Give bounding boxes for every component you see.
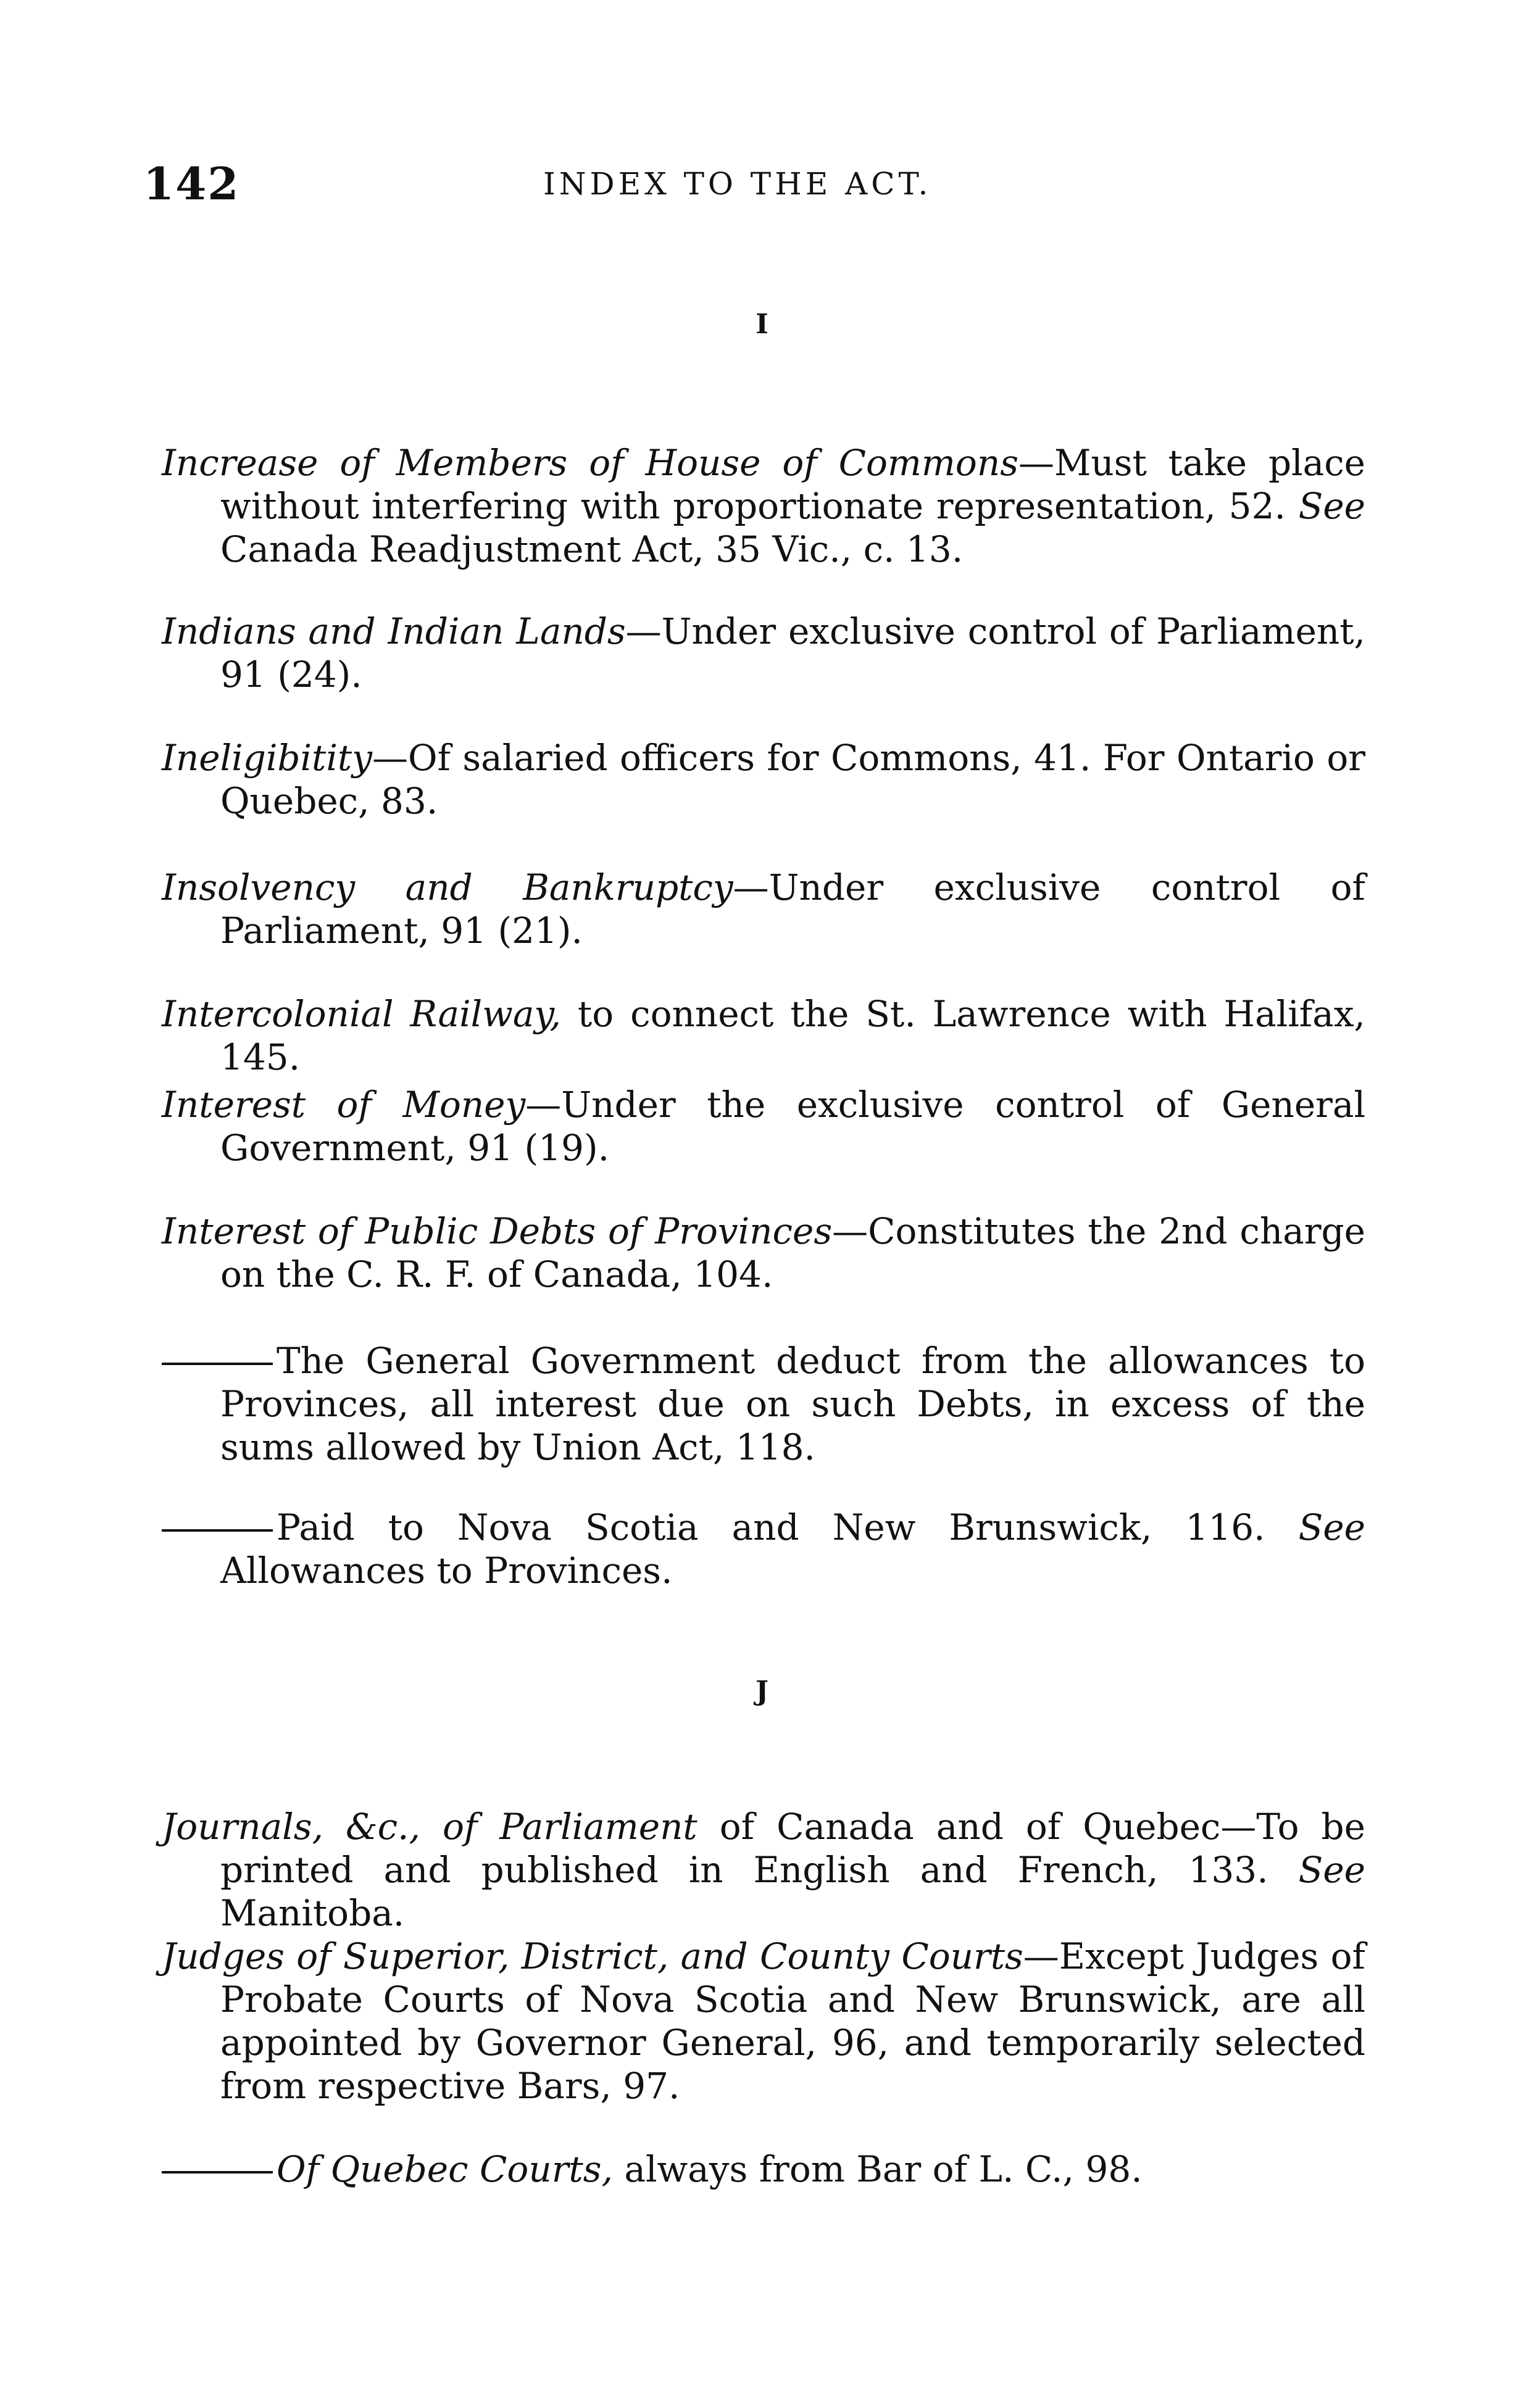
index-entry-increase [162,441,1365,571]
page-header [143,157,1378,210]
entry-text: to connect the St. Lawrence with Halifax, 145. [220,993,1365,1078]
entry-text: —Must take place without interfering with proportionate representation, 52. [220,442,1366,527]
see-reference: See [1298,1506,1365,1548]
section-letter-j: J [756,1675,768,1707]
index-entry-intercolonial [162,992,1365,1079]
entry-text-after: Allowances to Provinces. [220,1550,673,1592]
entry-text: —Of salaried officers for Commons, 41. For Ontario or Quebec, 83. [220,737,1365,822]
index-entry-interest-money [162,1083,1365,1169]
entry-text: The General Government deduct from the allowances to Provinces, all interest due on such Debts, in excess of the sums allowed by Union Act, 118. [220,1340,1365,1468]
index-subentry-paid [162,1506,1365,1592]
entry-heading: Intercolonial Railway, [162,993,561,1035]
ditto-dash [162,1363,273,1365]
index-subentry-deduct [162,1339,1365,1469]
ditto-dash [162,2171,273,2173]
index-entry-interest-debts [162,1210,1365,1296]
index-entry-insolvency [162,866,1365,952]
entry-text: —Constitutes the 2nd charge on the C. R. F. of Canada, 104. [220,1210,1365,1295]
entry-text-after: Manitoba. [220,1892,405,1934]
index-entry-journals [162,1805,1365,1935]
entry-heading: Indians and Indian Lands [162,610,626,652]
entry-text: —Except Judges of Probate Courts of Nova Scotia and New Brunswick, are all appointed by Governor General, 96, and temporarily selected from respective Bars, 97. [220,1935,1365,2107]
entry-heading: Of Quebec Courts, [277,2148,613,2190]
entry-heading: Interest of Public Debts of Provinces [162,1210,833,1252]
entry-text: —Under the exclusive control of General Government, 91 (19). [220,1084,1366,1169]
entry-text: —Under exclusive control of Parliament, 91 (24). [220,610,1365,695]
entry-text: Paid to Nova Scotia and New Brunswick, 116. [277,1506,1299,1548]
index-subentry-quebec-courts [162,2148,1365,2191]
see-reference: See [1298,1849,1365,1891]
index-entry-judges [162,1935,1365,2107]
entry-heading: Ineligibitity [162,737,372,779]
page-number: 142 [143,157,240,210]
entry-text-after: Canada Readjustment Act, 35 Vic., c. 13. [220,528,964,570]
entry-heading: Interest of Money [162,1084,526,1126]
section-letter-i: I [756,309,768,340]
entry-text: of Canada and of Quebec—To be printed and published in English and French, 133. [220,1806,1365,1891]
running-head: INDEX TO THE ACT. [543,166,932,202]
see-reference: See [1298,485,1365,527]
entry-heading: Journals, &c., of Parliament [162,1806,697,1848]
entry-heading: Judges of Superior, District, and County Courts [162,1935,1023,1977]
entry-heading: Insolvency and Bankruptcy [162,866,733,908]
entry-heading: Increase of Members of House of Commons [162,442,1018,484]
index-entry-indians [162,610,1365,696]
index-entry-ineligibility [162,736,1365,823]
entry-text: —Under exclusive control of Parliament, 91 (21). [220,866,1365,952]
ditto-dash [162,1529,273,1532]
entry-text: always from Bar of L. C., 98. [612,2148,1143,2190]
